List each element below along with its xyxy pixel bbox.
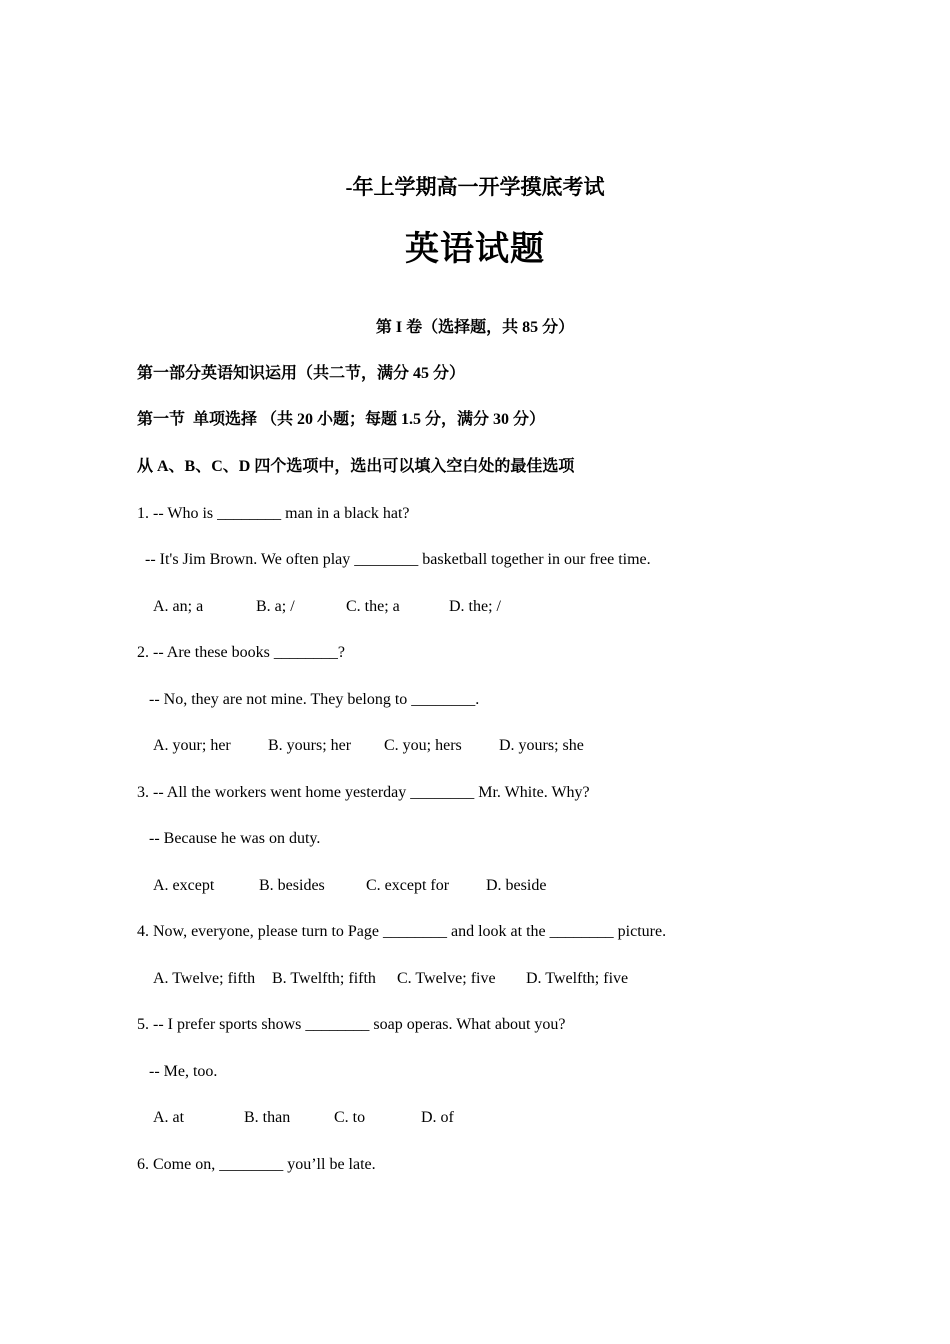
question-1-option-c: C. the; a — [346, 598, 400, 615]
question-4-line-1: 4. Now, everyone, please turn to Page ________ and look at the ________ picture. — [137, 923, 667, 940]
question-6-line-1: 6. Come on, ________ you’ll be late. — [137, 1156, 376, 1173]
question-5-option-c: C. to — [334, 1109, 366, 1126]
instruction-text: 从 A、B、C、D 四个选项中，选出可以填入空白处的最佳选项 — [137, 458, 575, 475]
question-3-option-d: D. beside — [486, 877, 547, 894]
question-1-line-2: -- It's Jim Brown. We often play ________ basketball together in our free time. — [145, 551, 651, 568]
question-1-option-a: A. an; a — [153, 598, 204, 615]
question-2-option-a: A. your; her — [153, 737, 231, 754]
question-1-option-b: B. a; / — [256, 598, 295, 615]
question-3-line-2: -- Because he was on duty. — [149, 830, 321, 847]
question-4-option-c: C. Twelve; five — [397, 970, 496, 987]
question-4-option-d: D. Twelfth; five — [526, 970, 629, 987]
question-1-line-1: 1. -- Who is ________ man in a black hat? — [137, 505, 410, 522]
volume-heading: 第 I 卷（选择题，共 85 分） — [375, 319, 575, 336]
question-3-option-a: A. except — [153, 877, 215, 894]
question-3-option-c: C. except for — [366, 877, 450, 894]
question-2-option-c: C. you; hers — [384, 737, 462, 754]
question-2-option-d: D. yours; she — [499, 737, 584, 754]
question-2-line-1: 2. -- Are these books ________? — [137, 644, 345, 661]
exam-title: 英语试题 — [405, 231, 545, 268]
question-5-option-d: D. of — [421, 1109, 454, 1126]
question-4-option-b: B. Twelfth; fifth — [272, 970, 376, 987]
question-1-option-d: D. the; / — [449, 598, 501, 615]
part-heading: 第一部分英语知识运用（共二节，满分 45 分） — [137, 365, 466, 382]
question-5-option-a: A. at — [153, 1109, 185, 1126]
question-5-line-1: 5. -- I prefer sports shows ________ soap operas. What about you? — [137, 1016, 566, 1033]
question-5-option-b: B. than — [244, 1109, 291, 1126]
question-3-line-1: 3. -- All the workers went home yesterday ________ Mr. White. Why? — [137, 784, 590, 801]
question-3-option-b: B. besides — [259, 877, 325, 894]
exam-subtitle: -年上学期高一开学摸底考试 — [345, 175, 605, 199]
question-2-line-2: -- No, they are not mine. They belong to ________. — [149, 691, 480, 708]
question-5-line-2: -- Me, too. — [149, 1063, 218, 1080]
question-2-option-b: B. yours; her — [268, 737, 352, 754]
question-4-option-a: A. Twelve; fifth — [153, 970, 256, 987]
section-heading: 第一节 单项选择 （共 20 小题；每题 1.5 分，满分 30 分） — [137, 411, 546, 428]
